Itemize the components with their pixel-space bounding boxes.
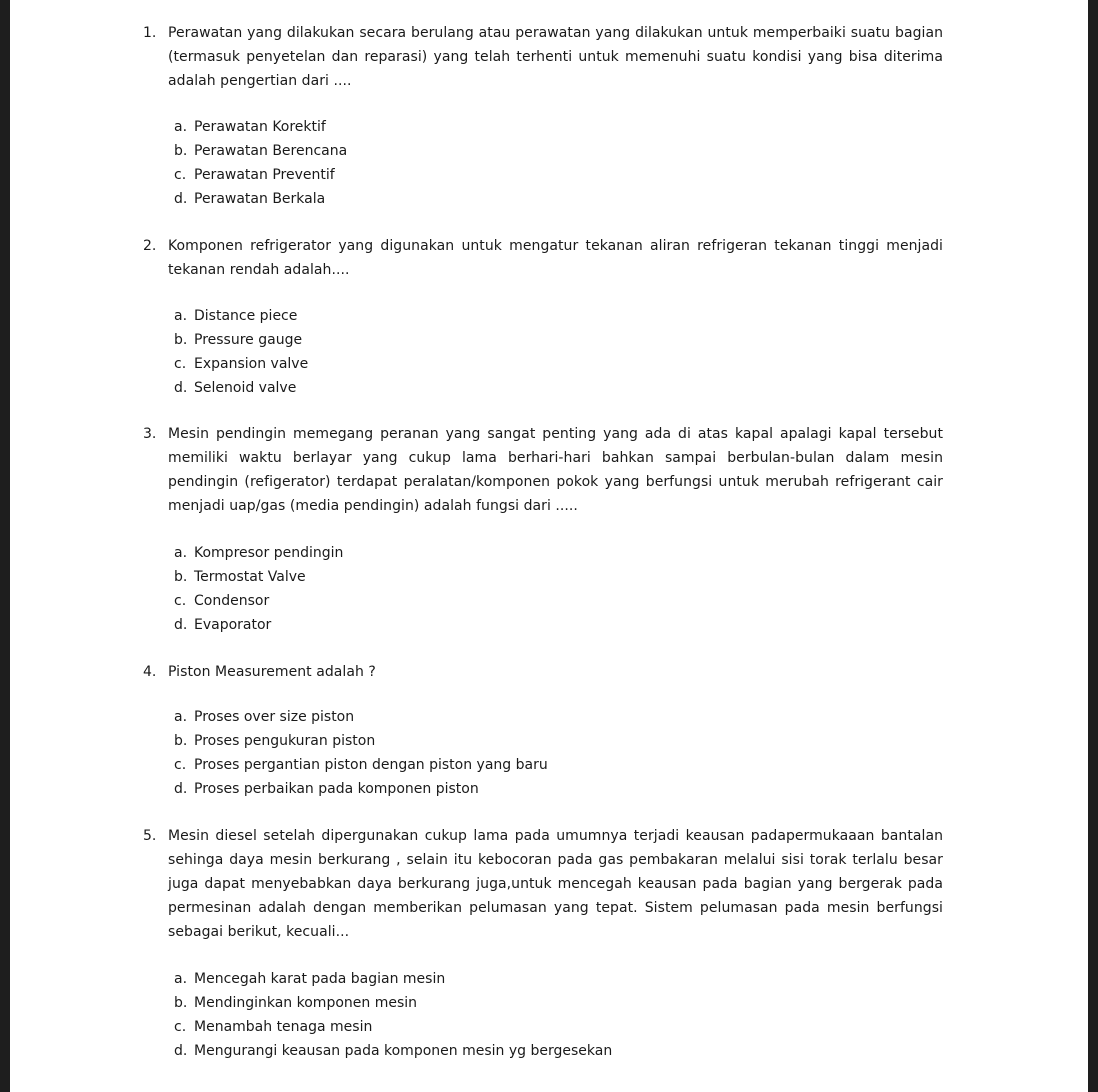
question-number: 2.	[143, 238, 157, 254]
answer-option-d[interactable]	[174, 777, 548, 801]
option-letter: c.	[174, 757, 187, 773]
option-text: Termostat Valve	[194, 569, 306, 585]
option-text: Mendinginkan komponen mesin	[194, 995, 418, 1011]
answer-options	[174, 705, 548, 801]
document-page	[10, 0, 1088, 1092]
option-text: Proses perbaikan pada komponen piston	[194, 781, 479, 797]
option-letter: b.	[174, 733, 188, 749]
option-text: Condensor	[194, 593, 270, 609]
answer-option-c[interactable]	[174, 589, 343, 613]
option-text: Proses pergantian piston dengan piston yang baru	[194, 757, 548, 773]
option-text: Perawatan Berencana	[194, 143, 348, 159]
option-text: Distance piece	[194, 308, 298, 324]
question-text: Komponen refrigerator yang digunakan untuk mengatur tekanan aliran refrigeran tekanan tinggi menjadi tekanan rendah adalah....	[168, 238, 943, 278]
option-text: Evaporator	[194, 617, 272, 633]
option-letter: a.	[174, 545, 188, 561]
option-text: Mencegah karat pada bagian mesin	[194, 971, 446, 987]
option-letter: a.	[174, 308, 188, 324]
answer-option-b[interactable]	[174, 328, 308, 352]
answer-option-c[interactable]	[174, 753, 548, 777]
option-text: Selenoid valve	[194, 380, 297, 396]
answer-option-a[interactable]	[174, 967, 612, 991]
answer-option-b[interactable]	[174, 729, 548, 753]
answer-option-c[interactable]	[174, 1015, 612, 1039]
option-text: Expansion valve	[194, 356, 309, 372]
option-letter: a.	[174, 971, 188, 987]
option-letter: d.	[174, 781, 188, 797]
option-letter: d.	[174, 380, 188, 396]
option-letter: c.	[174, 356, 187, 372]
answer-option-c[interactable]	[174, 163, 347, 187]
answer-option-d[interactable]	[174, 1039, 612, 1063]
left-dark-border	[0, 0, 10, 1092]
option-letter: d.	[174, 191, 188, 207]
option-text: Perawatan Berkala	[194, 191, 326, 207]
question-text: Mesin diesel setelah dipergunakan cukup lama pada umumnya terjadi keausan padapermukaaan bantalan sehinga daya mesin berkurang , selain itu kebocoran pada gas pembakaran melalui sisi torak terlalu besar juga dapat menyebabkan daya berkurang juga,untuk mencegah keausan pada bagian yang bergerak pada permesinan adalah dengan memberikan pelumasan yang tepat. Sistem pelumasan pada mesin berfungsi sebagai berikut, kecuali...	[168, 828, 943, 940]
answer-options	[174, 304, 308, 400]
option-letter: d.	[174, 1043, 188, 1059]
option-letter: c.	[174, 1019, 187, 1035]
answer-option-b[interactable]	[174, 991, 612, 1015]
question-number: 3.	[143, 426, 157, 442]
question-text: Piston Measurement adalah ?	[168, 664, 376, 680]
option-text: Mengurangi keausan pada komponen mesin yg bergesekan	[194, 1043, 613, 1059]
option-text: Pressure gauge	[194, 332, 303, 348]
option-letter: b.	[174, 143, 188, 159]
answer-option-b[interactable]	[174, 139, 347, 163]
question-number: 4.	[143, 664, 157, 680]
answer-option-a[interactable]	[174, 115, 347, 139]
option-text: Proses over size piston	[194, 709, 355, 725]
option-letter: b.	[174, 569, 188, 585]
answer-options	[174, 967, 612, 1063]
question-number: 5.	[143, 828, 157, 844]
answer-options	[174, 541, 343, 637]
option-letter: a.	[174, 709, 188, 725]
option-text: Menambah tenaga mesin	[194, 1019, 373, 1035]
answer-option-d[interactable]	[174, 187, 347, 211]
question-text: Perawatan yang dilakukan secara berulang atau perawatan yang dilakukan untuk memperbaiki suatu bagian (termasuk penyetelan dan reparasi) yang telah terhenti untuk memenuhi suatu kondisi yang bisa diterima adalah pengertian dari ....	[168, 25, 943, 89]
option-letter: b.	[174, 995, 188, 1011]
option-letter: c.	[174, 167, 187, 183]
right-dark-border	[1088, 0, 1098, 1092]
question-text: Mesin pendingin memegang peranan yang sangat penting yang ada di atas kapal apalagi kapal tersebut memiliki waktu berlayar yang cukup lama berhari-hari bahkan sampai berbulan-bulan dalam mesin pendingin (refigerator) terdapat peralatan/komponen pokok yang berfungsi untuk merubah refrigerant cair menjadi uap/gas (media pendingin) adalah fungsi dari .....	[168, 426, 943, 514]
answer-option-a[interactable]	[174, 705, 548, 729]
option-text: Proses pengukuran piston	[194, 733, 376, 749]
answer-option-d[interactable]	[174, 376, 308, 400]
answer-option-c[interactable]	[174, 352, 308, 376]
answer-options	[174, 115, 347, 211]
option-letter: a.	[174, 119, 188, 135]
option-letter: c.	[174, 593, 187, 609]
option-letter: d.	[174, 617, 188, 633]
option-letter: b.	[174, 332, 188, 348]
answer-option-a[interactable]	[174, 304, 308, 328]
answer-option-a[interactable]	[174, 541, 343, 565]
option-text: Perawatan Korektif	[194, 119, 326, 135]
answer-option-d[interactable]	[174, 613, 343, 637]
option-text: Kompresor pendingin	[194, 545, 344, 561]
question-number: 1.	[143, 25, 157, 41]
option-text: Perawatan Preventif	[194, 167, 335, 183]
answer-option-b[interactable]	[174, 565, 343, 589]
